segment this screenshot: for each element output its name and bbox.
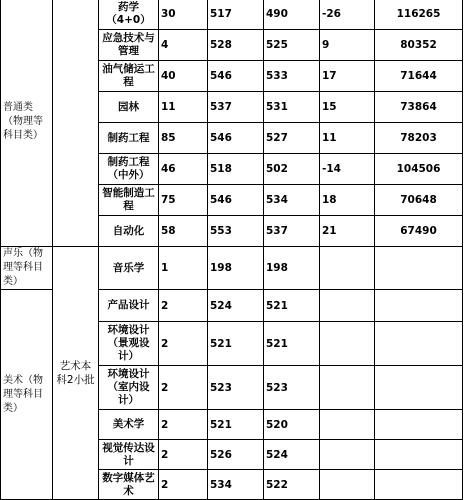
plan-count: 2: [159, 440, 208, 470]
min-score: 531: [264, 92, 320, 123]
min-rank: 70648: [375, 185, 463, 216]
min-score: 537: [264, 216, 320, 247]
max-score: 518: [208, 154, 264, 185]
max-score: 528: [208, 30, 264, 61]
plan-count: 2: [159, 410, 208, 440]
max-score: 546: [208, 185, 264, 216]
major-name: 药学（4+0）: [99, 0, 159, 30]
max-score: 553: [208, 216, 264, 247]
score-diff-empty: [320, 290, 375, 322]
max-score: 523: [208, 366, 264, 410]
plan-count: 2: [159, 470, 208, 500]
major-name: 环境设计（室内设计）: [99, 366, 159, 410]
batch-label: 艺术本科2小批: [53, 247, 99, 500]
min-score: 533: [264, 61, 320, 92]
score-diff: 17: [320, 61, 375, 92]
score-diff: 9: [320, 30, 375, 61]
min-score: 198: [264, 247, 320, 290]
plan-count: 75: [159, 185, 208, 216]
max-score: 526: [208, 440, 264, 470]
score-diff-empty: [320, 322, 375, 366]
score-diff: -14: [320, 154, 375, 185]
major-name: 视觉传达设计: [99, 440, 159, 470]
min-rank-empty: [375, 290, 463, 322]
plan-count: 11: [159, 92, 208, 123]
min-rank-empty: [375, 366, 463, 410]
min-score: 534: [264, 185, 320, 216]
max-score: 517: [208, 0, 264, 30]
min-rank: 73864: [375, 92, 463, 123]
plan-count: 58: [159, 216, 208, 247]
category-art: 美术（物理等科目类）: [1, 290, 53, 500]
table-row: [1, 247, 463, 290]
min-score: 524: [264, 440, 320, 470]
score-diff-empty: [320, 366, 375, 410]
major-name: 园林: [99, 92, 159, 123]
category-general: 普通类（物理等科目类）: [1, 0, 53, 247]
min-rank: 71644: [375, 61, 463, 92]
score-diff-empty: [320, 410, 375, 440]
min-score: 525: [264, 30, 320, 61]
min-rank: 80352: [375, 30, 463, 61]
plan-count: 40: [159, 61, 208, 92]
score-diff: 11: [320, 123, 375, 154]
plan-count: 2: [159, 322, 208, 366]
table-row: [1, 0, 463, 30]
plan-count: 4: [159, 30, 208, 61]
min-rank-empty: [375, 322, 463, 366]
max-score: 521: [208, 322, 264, 366]
plan-count: 85: [159, 123, 208, 154]
score-diff-empty: [320, 440, 375, 470]
max-score: 524: [208, 290, 264, 322]
major-name: 产品设计: [99, 290, 159, 322]
min-rank: 78203: [375, 123, 463, 154]
major-name: 数字媒体艺术: [99, 470, 159, 500]
major-name: 自动化: [99, 216, 159, 247]
min-score: 522: [264, 470, 320, 500]
plan-count: 1: [159, 247, 208, 290]
plan-count: 30: [159, 0, 208, 30]
score-diff: 21: [320, 216, 375, 247]
min-rank: 116265: [375, 0, 463, 30]
max-score: 521: [208, 410, 264, 440]
min-rank: 67490: [375, 216, 463, 247]
min-rank-empty: [375, 410, 463, 440]
score-diff: -26: [320, 0, 375, 30]
max-score: 546: [208, 61, 264, 92]
min-score: 520: [264, 410, 320, 440]
plan-count: 2: [159, 366, 208, 410]
major-name: 应急技术与管理: [99, 30, 159, 61]
min-rank-empty: [375, 470, 463, 500]
plan-count: 46: [159, 154, 208, 185]
min-score: 502: [264, 154, 320, 185]
score-diff: 18: [320, 185, 375, 216]
min-score: 490: [264, 0, 320, 30]
max-score: 198: [208, 247, 264, 290]
major-name: 智能制造工程: [99, 185, 159, 216]
score-diff-empty: [320, 470, 375, 500]
major-name: 环境设计（景观设计）: [99, 322, 159, 366]
batch-empty-cell: [53, 0, 99, 247]
min-score: 521: [264, 290, 320, 322]
min-rank: 104506: [375, 154, 463, 185]
min-score: 523: [264, 366, 320, 410]
score-diff-empty: [320, 247, 375, 290]
major-name: 油气储运工程: [99, 61, 159, 92]
min-score: 521: [264, 322, 320, 366]
category-vocal: 声乐（物理等科目类）: [1, 247, 53, 290]
major-name: 美术学: [99, 410, 159, 440]
min-rank-empty: [375, 247, 463, 290]
max-score: 537: [208, 92, 264, 123]
score-diff: 15: [320, 92, 375, 123]
major-name: 制药工程: [99, 123, 159, 154]
min-rank-empty: [375, 440, 463, 470]
min-score: 527: [264, 123, 320, 154]
plan-count: 2: [159, 290, 208, 322]
major-name: 制药工程（中外）: [99, 154, 159, 185]
max-score: 534: [208, 470, 264, 500]
major-name: 音乐学: [99, 247, 159, 290]
max-score: 546: [208, 123, 264, 154]
